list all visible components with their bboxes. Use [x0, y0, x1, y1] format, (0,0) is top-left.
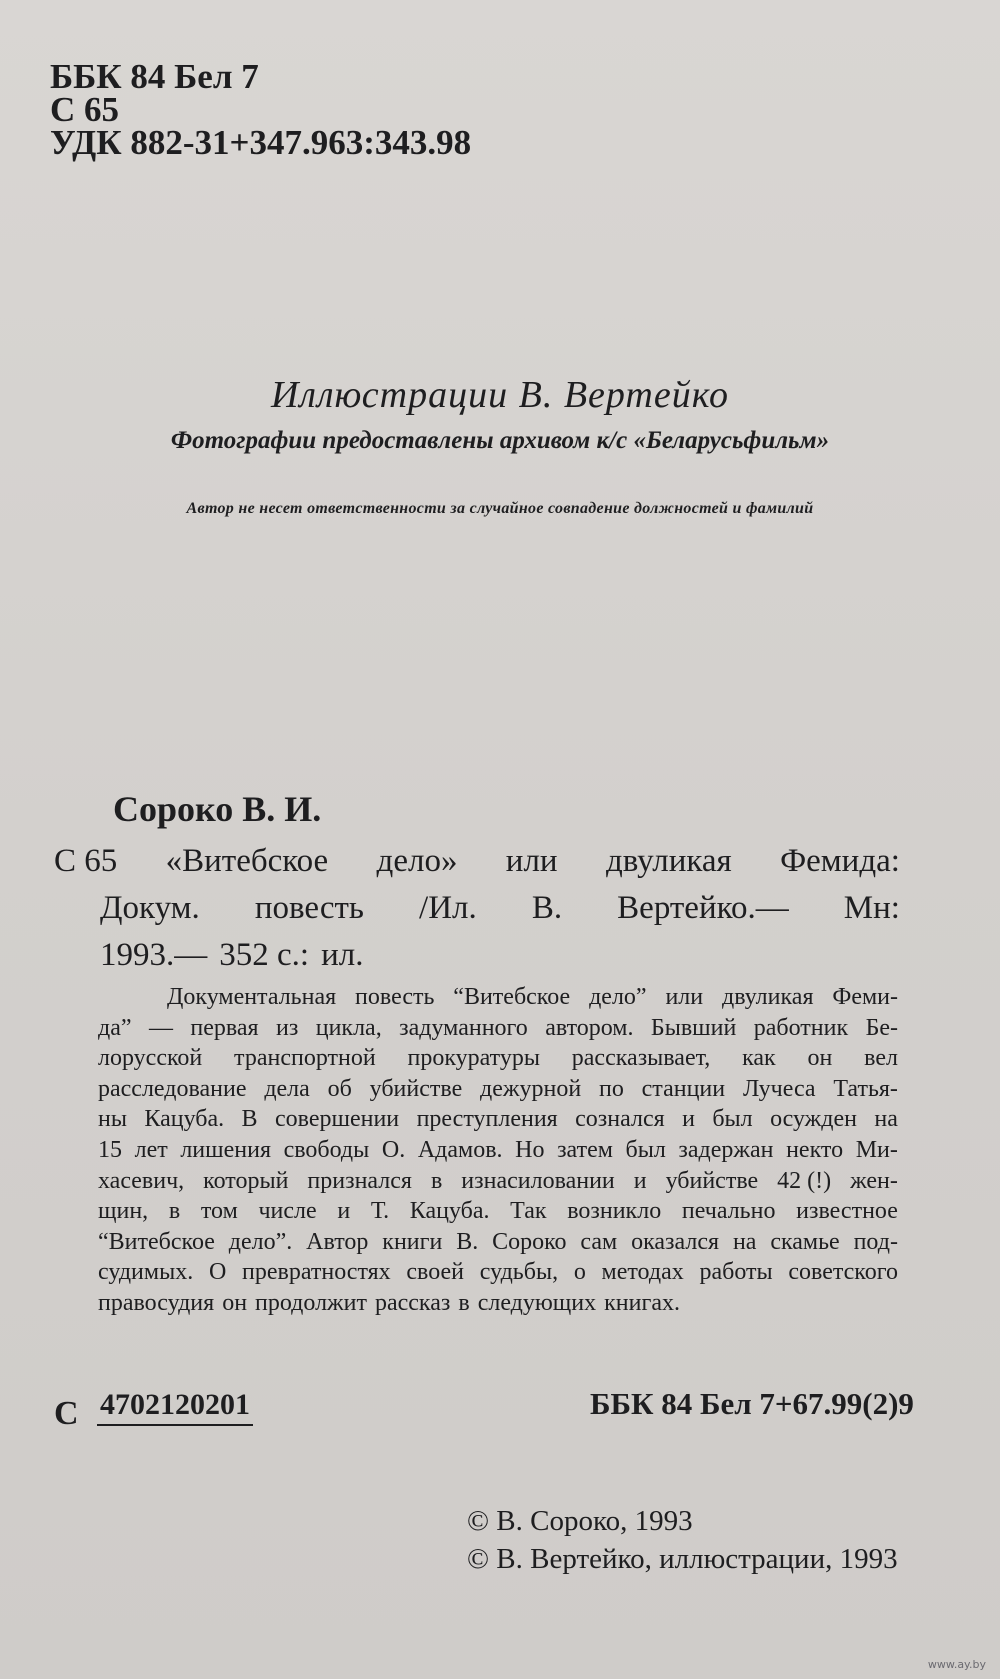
abstract-word: Сороко	[492, 1228, 567, 1255]
record-line-1	[54, 838, 900, 885]
abstract-word: дела	[264, 1075, 310, 1102]
abstract-line	[52, 1135, 898, 1166]
catalog-code: С 65	[50, 90, 120, 129]
abstract-word: был	[712, 1106, 753, 1133]
abstract-word: книги	[382, 1228, 443, 1255]
abstract-word: Кацуба.	[409, 1198, 490, 1225]
abstract-line	[52, 1013, 898, 1044]
abstract-word: первая	[190, 1014, 259, 1041]
abstract-word: который	[203, 1167, 289, 1194]
abstract-word: задержан	[678, 1136, 774, 1163]
abstract-word: лет	[134, 1136, 168, 1163]
abstract-word: книгах.	[604, 1289, 680, 1316]
abstract-word: жен-	[850, 1167, 898, 1194]
abstract-word: по	[599, 1075, 624, 1102]
record-word: двуликая	[605, 843, 732, 879]
abstract-line	[52, 1043, 898, 1074]
abstract-word: 15	[98, 1136, 122, 1163]
abstract-word: дело”.	[228, 1228, 293, 1255]
abstract-word: печально	[681, 1198, 776, 1225]
abstract-word: советского	[788, 1259, 898, 1286]
isbn-code: 4702120201	[97, 1388, 253, 1426]
catalog-letter: С	[54, 1395, 79, 1432]
abstract-word: и	[633, 1167, 647, 1194]
abstract-word: в	[168, 1198, 181, 1225]
abstract-word: вел	[864, 1045, 898, 1072]
abstract-word: на	[732, 1228, 757, 1255]
record-word: Докум.	[100, 890, 200, 926]
abstract-word: Автор	[306, 1228, 369, 1255]
record-word: 352 с.:	[219, 937, 310, 973]
abstract-word: судимых.	[98, 1259, 194, 1286]
record-word: С 65	[54, 843, 118, 879]
author-name: Сороко В. И.	[113, 789, 322, 829]
classification-codes	[50, 57, 472, 162]
abstract-word: некто	[786, 1136, 844, 1163]
abstract-word: убийстве	[665, 1167, 759, 1194]
abstract-word: О.	[381, 1136, 406, 1163]
abstract-word: свободы	[283, 1136, 370, 1163]
abstract-word: в	[430, 1167, 443, 1194]
record-word: дело»	[376, 843, 458, 879]
abstract-word: станции	[641, 1075, 726, 1102]
abstract-word: скамье	[770, 1228, 840, 1255]
abstract-word: в	[458, 1289, 470, 1316]
abstract-word: или	[665, 984, 704, 1010]
abstract-word: повесть	[355, 984, 435, 1010]
bbk-code: ББК 84 Бел 7	[50, 57, 259, 96]
abstract-line	[52, 1288, 898, 1319]
abstract-word: изнасиловании	[461, 1167, 615, 1194]
abstract-word: работник	[753, 1014, 849, 1041]
abstract-word: О	[208, 1259, 227, 1286]
abstract-word: Кацуба.	[144, 1106, 225, 1133]
abstract-word: своей	[406, 1259, 465, 1286]
record-line-3	[54, 932, 900, 979]
abstract-word: хасевич,	[98, 1167, 185, 1194]
abstract-word: —	[148, 1014, 173, 1041]
record-line-2	[54, 885, 900, 932]
abstract-word: прокуратуры	[407, 1045, 540, 1072]
abstract-word: “Витебское	[453, 984, 571, 1010]
abstract-word: Адамов.	[417, 1136, 503, 1163]
abstract-word: ны	[98, 1106, 127, 1133]
abstract-line	[52, 1166, 898, 1197]
abstract-word: методах	[601, 1259, 684, 1286]
abstract-word: В	[241, 1106, 258, 1133]
abstract-word: Ми-	[855, 1136, 898, 1163]
abstract-word: том	[200, 1198, 238, 1225]
record-word: /Ил.	[419, 890, 477, 926]
abstract-word: он	[807, 1045, 833, 1072]
record-word: 1993.—	[100, 937, 208, 973]
abstract-word: и	[337, 1198, 351, 1225]
abstract-word: превратностях	[242, 1259, 391, 1286]
abstract-word: из	[275, 1014, 299, 1041]
abstract-line	[52, 1074, 898, 1105]
abstract-word: да”	[98, 1014, 132, 1041]
abstract-word: Татья-	[833, 1075, 898, 1102]
abstract-line	[52, 1227, 898, 1258]
abstract-word: следующих	[477, 1289, 597, 1316]
abstract-word: оказался	[631, 1228, 720, 1255]
abstract-word: преступления	[416, 1106, 558, 1133]
abstract-word: работы	[699, 1259, 773, 1286]
abstract-word: на	[874, 1106, 898, 1133]
abstract-word: правосудия	[98, 1289, 215, 1316]
abstract-word: известное	[796, 1198, 898, 1225]
abstract-line	[52, 1257, 898, 1288]
record-word: В.	[531, 890, 563, 926]
abstract-word: об	[327, 1075, 352, 1102]
abstract-word: осужден	[770, 1106, 857, 1133]
abstract-word: Но	[515, 1136, 545, 1163]
abstract-word: Так	[510, 1198, 547, 1225]
abstract-word: В.	[456, 1228, 479, 1255]
copyright-author: © В. Сороко, 1993	[467, 1505, 693, 1537]
abstract-word: сам	[580, 1228, 618, 1255]
record-word: Фемида:	[780, 843, 900, 879]
abstract-word: Феми-	[832, 984, 898, 1010]
bbk-full-code: ББК 84 Бел 7+67.99(2)9	[590, 1386, 914, 1421]
abstract-word: Бывший	[650, 1014, 737, 1041]
record-word: Вертейко.—	[617, 890, 789, 926]
abstract-word: судьбы,	[479, 1259, 559, 1286]
abstract-word: цикла,	[315, 1014, 382, 1041]
abstract-word: о	[573, 1259, 586, 1286]
photos-credit: Фотографии предоставлены архивом к/с «Беларусьфильм»	[170, 427, 830, 454]
illustrations-credit: Иллюстрации В. Вертейко	[270, 374, 730, 416]
abstract-word: затем	[557, 1136, 613, 1163]
record-word: повесть	[254, 890, 364, 926]
abstract-word: 42 (!)	[777, 1167, 832, 1194]
abstract-word: убийстве	[369, 1075, 463, 1102]
abstract-word: транспортной	[234, 1045, 376, 1072]
abstract-word: щин,	[98, 1198, 149, 1225]
abstract-paragraph	[52, 982, 898, 1319]
abstract-word: числе	[258, 1198, 317, 1225]
abstract-word: “Витебское	[98, 1228, 215, 1255]
record-word: Мн:	[843, 890, 900, 926]
record-word: или	[505, 843, 558, 879]
abstract-word: Документальная	[167, 984, 337, 1010]
bibliographic-record	[54, 838, 900, 979]
abstract-word: признался	[307, 1167, 412, 1194]
abstract-word: расследование	[98, 1075, 247, 1102]
abstract-word: лорусской	[98, 1045, 203, 1072]
abstract-word: под-	[853, 1228, 898, 1255]
abstract-word: продолжит	[255, 1289, 367, 1316]
abstract-line	[52, 1196, 898, 1227]
record-word: «Витебское	[165, 843, 329, 879]
abstract-word: Лучеса	[742, 1075, 816, 1102]
abstract-word: совершении	[274, 1106, 400, 1133]
abstract-word: сознался	[575, 1106, 665, 1133]
site-watermark: www.ay.by	[927, 1658, 986, 1671]
abstract-word: он	[222, 1289, 248, 1316]
abstract-line	[52, 982, 898, 1013]
copyright-illustrator: © В. Вертейко, иллюстрации, 1993	[467, 1543, 898, 1575]
abstract-word: как	[742, 1045, 776, 1072]
abstract-word: дежурной	[480, 1075, 582, 1102]
abstract-word: рассказывает,	[571, 1045, 711, 1072]
record-word: ил.	[321, 937, 364, 973]
copyright-block	[467, 1502, 898, 1578]
abstract-word: был	[625, 1136, 666, 1163]
abstract-word: Бе-	[865, 1014, 898, 1041]
abstract-word: Т.	[370, 1198, 390, 1225]
abstract-word: лишения	[180, 1136, 271, 1163]
abstract-line	[52, 1104, 898, 1135]
author-disclaimer: Автор не несет ответственности за случайное совпадение должностей и фамилий	[186, 500, 814, 517]
abstract-word: и	[682, 1106, 695, 1133]
abstract-word: задуманного	[399, 1014, 528, 1041]
abstract-word: рассказ	[374, 1289, 451, 1316]
abstract-word: двуликая	[722, 984, 814, 1010]
abstract-word: дело”	[589, 984, 647, 1010]
udk-code: УДК 882-31+347.963:343.98	[50, 123, 472, 162]
abstract-word: автором.	[545, 1014, 634, 1041]
abstract-word: возникло	[567, 1198, 662, 1225]
